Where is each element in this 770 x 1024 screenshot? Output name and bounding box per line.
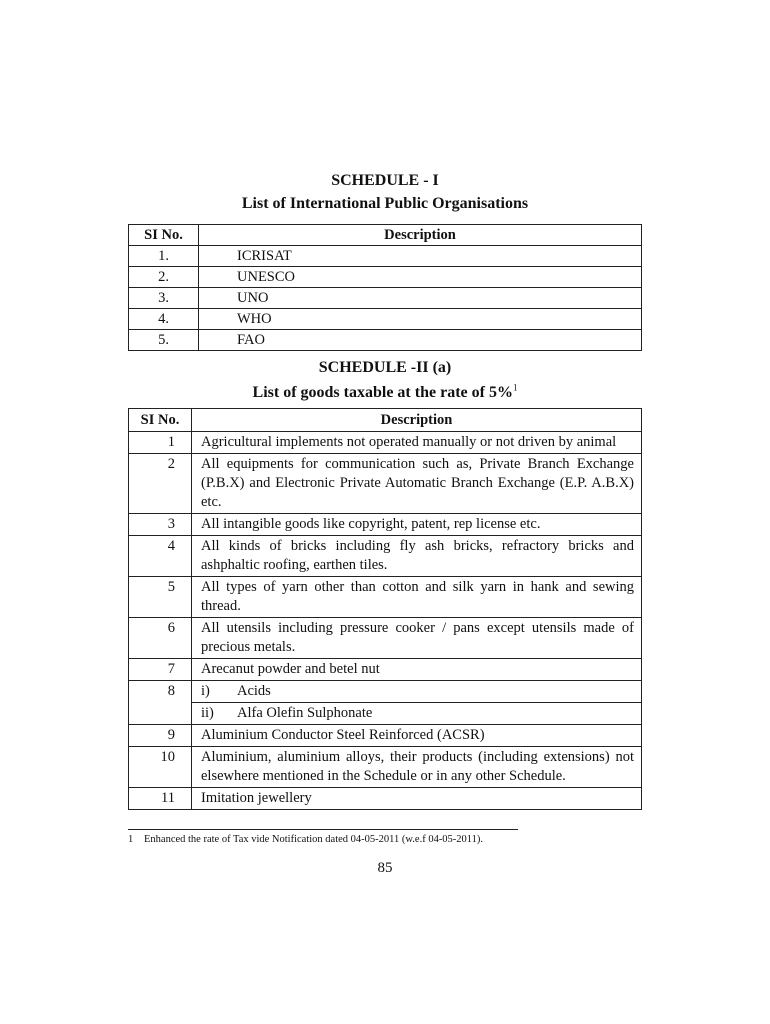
description-cell: Aluminium, aluminium alloys, their products (including extensions) not elsewhere mentioned in the Schedule or in any other Schedule. <box>192 747 642 788</box>
schedule-2-title: SCHEDULE -II (a) <box>318 359 452 376</box>
table-row <box>129 725 642 747</box>
table-row <box>129 788 642 810</box>
sl-no-cell: 4 <box>129 536 192 577</box>
sl-no-cell: 4. <box>129 309 199 330</box>
description-cell: All utensils including pressure cooker / pans except utensils made of precious metals. <box>192 618 642 659</box>
sl-no-cell: 1 <box>129 432 192 454</box>
sl-no-cell: 10 <box>129 747 192 788</box>
description-header: Description <box>192 409 642 432</box>
description-header: Description <box>199 225 642 246</box>
description-subitem-cell <box>192 681 642 703</box>
schedule-2-table <box>128 408 642 810</box>
subitem-number: i) <box>201 683 210 699</box>
table-row <box>129 288 642 309</box>
table-row <box>129 659 642 681</box>
sl-no-cell: 5 <box>129 577 192 618</box>
sl-no-cell: 2 <box>129 454 192 514</box>
schedule-1-subtitle: List of International Public Organisations <box>241 195 529 212</box>
schedule-1-table <box>128 224 642 351</box>
footnote-marker: 1 <box>512 382 518 393</box>
table-row <box>129 536 642 577</box>
table-row <box>129 330 642 351</box>
subitem-text: Alfa Olefin Sulphonate <box>237 705 373 721</box>
footnote <box>128 833 483 847</box>
sl-no-cell: 2. <box>129 267 199 288</box>
description-cell: All equipments for communication such as, Private Branch Exchange (P.B.X) and Electronic Private Automatic Branch Exchange (E.P. A.B.X) etc. <box>192 454 642 514</box>
table-header-row <box>129 225 642 246</box>
description-cell: All kinds of bricks including fly ash bricks, refractory bricks and ashphaltic roofing, earthen tiles. <box>192 536 642 577</box>
description-cell: FAO <box>199 330 642 351</box>
description-cell: Arecanut powder and betel nut <box>192 659 642 681</box>
footnote-number: 1 <box>128 834 134 845</box>
page-number: 85 <box>377 860 393 876</box>
footnote-text: Enhanced the rate of Tax vide Notification dated 04-05-2011 (w.e.f 04-05-2011). <box>144 834 484 845</box>
sl-no-header: SI No. <box>129 409 192 432</box>
sl-no-cell: 6 <box>129 618 192 659</box>
sl-no-cell: 9 <box>129 725 192 747</box>
sl-no-cell: 11 <box>129 788 192 810</box>
schedule-2-subtitle: List of goods taxable at the rate of 5% <box>252 384 513 401</box>
table-header-row <box>129 409 642 432</box>
description-cell: Aluminium Conductor Steel Reinforced (ACSR) <box>192 725 642 747</box>
sl-no-cell: 3 <box>129 514 192 536</box>
table-row <box>129 454 642 514</box>
table-row <box>129 514 642 536</box>
schedule-2-subtitle-line <box>0 383 770 403</box>
description-subitem-cell <box>192 703 642 725</box>
sl-no-cell: 5. <box>129 330 199 351</box>
description-cell: UNO <box>199 288 642 309</box>
table-row <box>129 747 642 788</box>
description-cell: ICRISAT <box>199 246 642 267</box>
sl-no-cell: 3. <box>129 288 199 309</box>
description-cell: UNESCO <box>199 267 642 288</box>
table-row <box>129 432 642 454</box>
sl-no-cell: 8 <box>129 681 192 725</box>
sl-no-cell: 1. <box>129 246 199 267</box>
description-cell: All intangible goods like copyright, patent, rep license etc. <box>192 514 642 536</box>
sl-no-cell: 7 <box>129 659 192 681</box>
footnote-rule <box>128 829 518 830</box>
subitem-text: Acids <box>237 683 271 699</box>
table-row <box>129 703 642 725</box>
table-row <box>129 246 642 267</box>
sl-no-header: SI No. <box>129 225 199 246</box>
description-cell: WHO <box>199 309 642 330</box>
table-row <box>129 309 642 330</box>
description-cell: Agricultural implements not operated manually or not driven by animal <box>192 432 642 454</box>
description-cell: Imitation jewellery <box>192 788 642 810</box>
table-row <box>129 267 642 288</box>
schedule-1-title: SCHEDULE - I <box>331 172 439 189</box>
table-row <box>129 577 642 618</box>
table-row <box>129 681 642 703</box>
table-row <box>129 618 642 659</box>
subitem-number: ii) <box>201 705 214 721</box>
description-cell: All types of yarn other than cotton and silk yarn in hank and sewing thread. <box>192 577 642 618</box>
